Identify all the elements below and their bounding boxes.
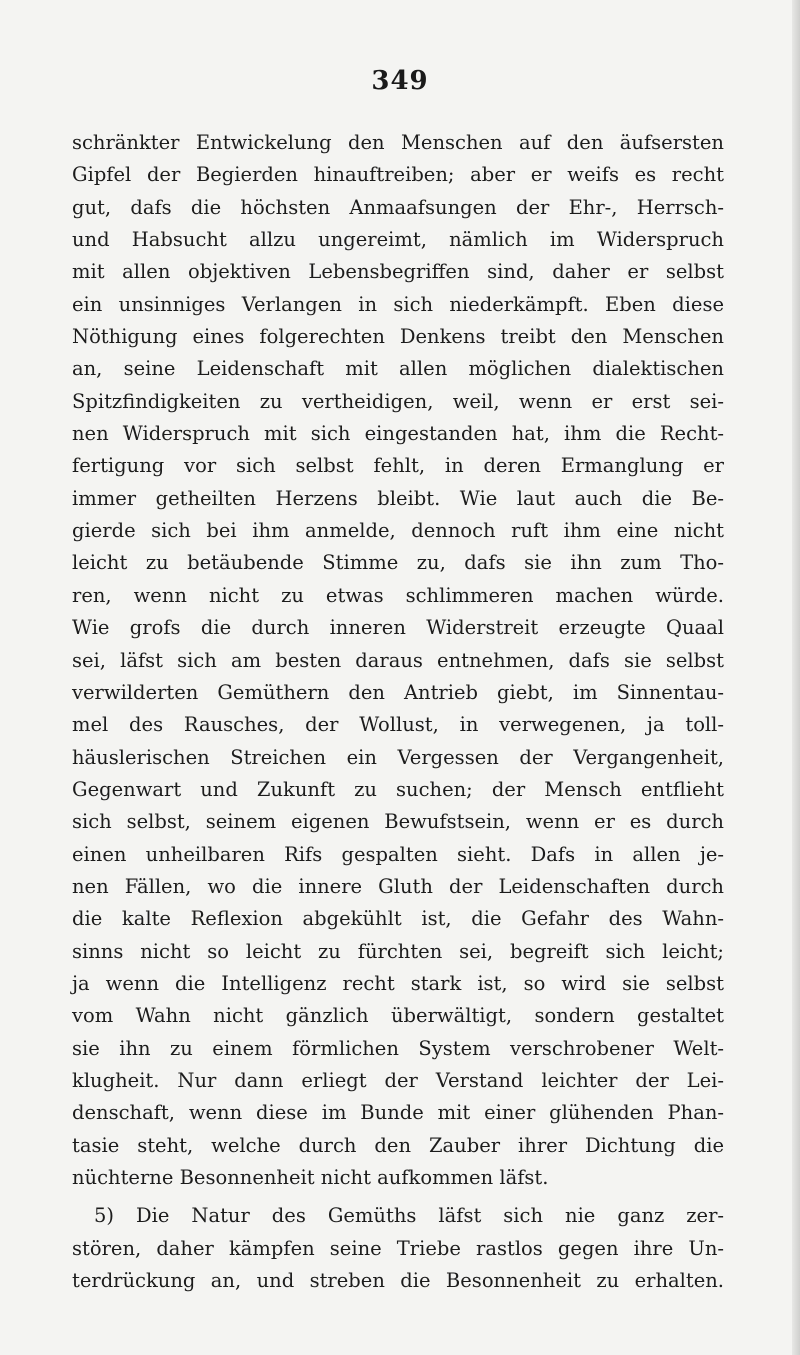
- text-line: gut, dafs die höchsten Anmaafsungen der Ehr-, Herrsch-: [72, 195, 724, 219]
- text-line: Gegenwart und Zukunft zu suchen; der Mensch entflieht: [72, 777, 724, 801]
- text-line: vom Wahn nicht gänzlich überwältigt, sondern gestaltet: [72, 1004, 724, 1028]
- text-line: häuslerischen Streichen ein Vergessen der Vergangenheit,: [72, 745, 724, 769]
- section-start-line: 5) Die Natur des Gemüths läfst sich nie ganz zer-: [94, 1204, 724, 1228]
- text-line: an, seine Leidenschaft mit allen möglichen dialektischen: [72, 357, 724, 381]
- text-line: sich selbst, seinem eigenen Bewufstsein, wenn er es durch: [72, 810, 724, 834]
- text-line: die kalte Reflexion abgekühlt ist, die Gefahr des Wahn-: [72, 907, 724, 931]
- text-line: sei, läfst sich am besten daraus entnehmen, dafs sie selbst: [72, 648, 724, 672]
- text-line: nen Fällen, wo die innere Gluth der Leidenschaften durch: [72, 874, 724, 898]
- text-line: ein unsinniges Verlangen in sich niederkämpft. Eben diese: [72, 292, 724, 316]
- text-line: Gipfel der Begierden hinauftreiben; aber er weifs es recht: [72, 163, 724, 187]
- page-edge: [792, 0, 800, 1355]
- text-line: nüchterne Besonnenheit nicht aufkommen läfst.: [72, 1166, 549, 1189]
- text-line: einen unheilbaren Rifs gespalten sieht. Dafs in allen je-: [72, 842, 724, 866]
- text-line: sinns nicht so leicht zu fürchten sei, begreift sich leicht;: [72, 939, 724, 963]
- text-line: mel des Rausches, der Wollust, in verwegenen, ja toll-: [72, 713, 724, 737]
- text-line: leicht zu betäubende Stimme zu, dafs sie ihn zum Tho-: [72, 551, 724, 575]
- body-text: [72, 127, 724, 1297]
- text-line: Wie grofs die durch inneren Widerstreit erzeugte Quaal: [72, 616, 724, 640]
- text-line: terdrückung an, und streben die Besonnenheit zu erhalten.: [72, 1269, 724, 1293]
- page-number: 349: [371, 66, 429, 96]
- text-line: fertigung vor sich selbst fehlt, in deren Ermanglung er: [72, 454, 724, 478]
- text-line: tasie steht, welche durch den Zauber ihrer Dichtung die: [72, 1133, 724, 1157]
- text-line: klugheit. Nur dann erliegt der Verstand leichter der Lei-: [72, 1068, 724, 1092]
- text-line: schränkter Entwickelung den Menschen auf den äufsersten: [72, 131, 724, 154]
- text-line: denschaft, wenn diese im Bunde mit einer glühenden Phan-: [72, 1101, 724, 1125]
- text-line: stören, daher kämpfen seine Triebe rastlos gegen ihre Un-: [72, 1236, 724, 1260]
- text-line: Spitzfindigkeiten zu vertheidigen, weil, wenn er erst sei-: [72, 389, 724, 413]
- text-line: sie ihn zu einem förmlichen System verschrobener Welt-: [72, 1036, 724, 1060]
- text-line: mit allen objektiven Lebensbegriffen sind, daher er selbst: [72, 260, 724, 284]
- text-line: gierde sich bei ihm anmelde, dennoch ruft ihm eine nicht: [72, 519, 724, 543]
- text-line: nen Widerspruch mit sich eingestanden hat, ihm die Recht-: [72, 422, 724, 446]
- text-line: ren, wenn nicht zu etwas schlimmeren machen würde.: [72, 583, 724, 607]
- text-line: Nöthigung eines folgerechten Denkens treibt den Menschen: [72, 325, 724, 349]
- text-line: ja wenn die Intelligenz recht stark ist, so wird sie selbst: [72, 971, 724, 995]
- text-line: verwilderten Gemüthern den Antrieb giebt, im Sinnentau-: [72, 680, 724, 704]
- text-line: und Habsucht allzu ungereimt, nämlich im Widerspruch: [72, 228, 724, 252]
- text-line: immer getheilten Herzens bleibt. Wie laut auch die Be-: [72, 486, 724, 510]
